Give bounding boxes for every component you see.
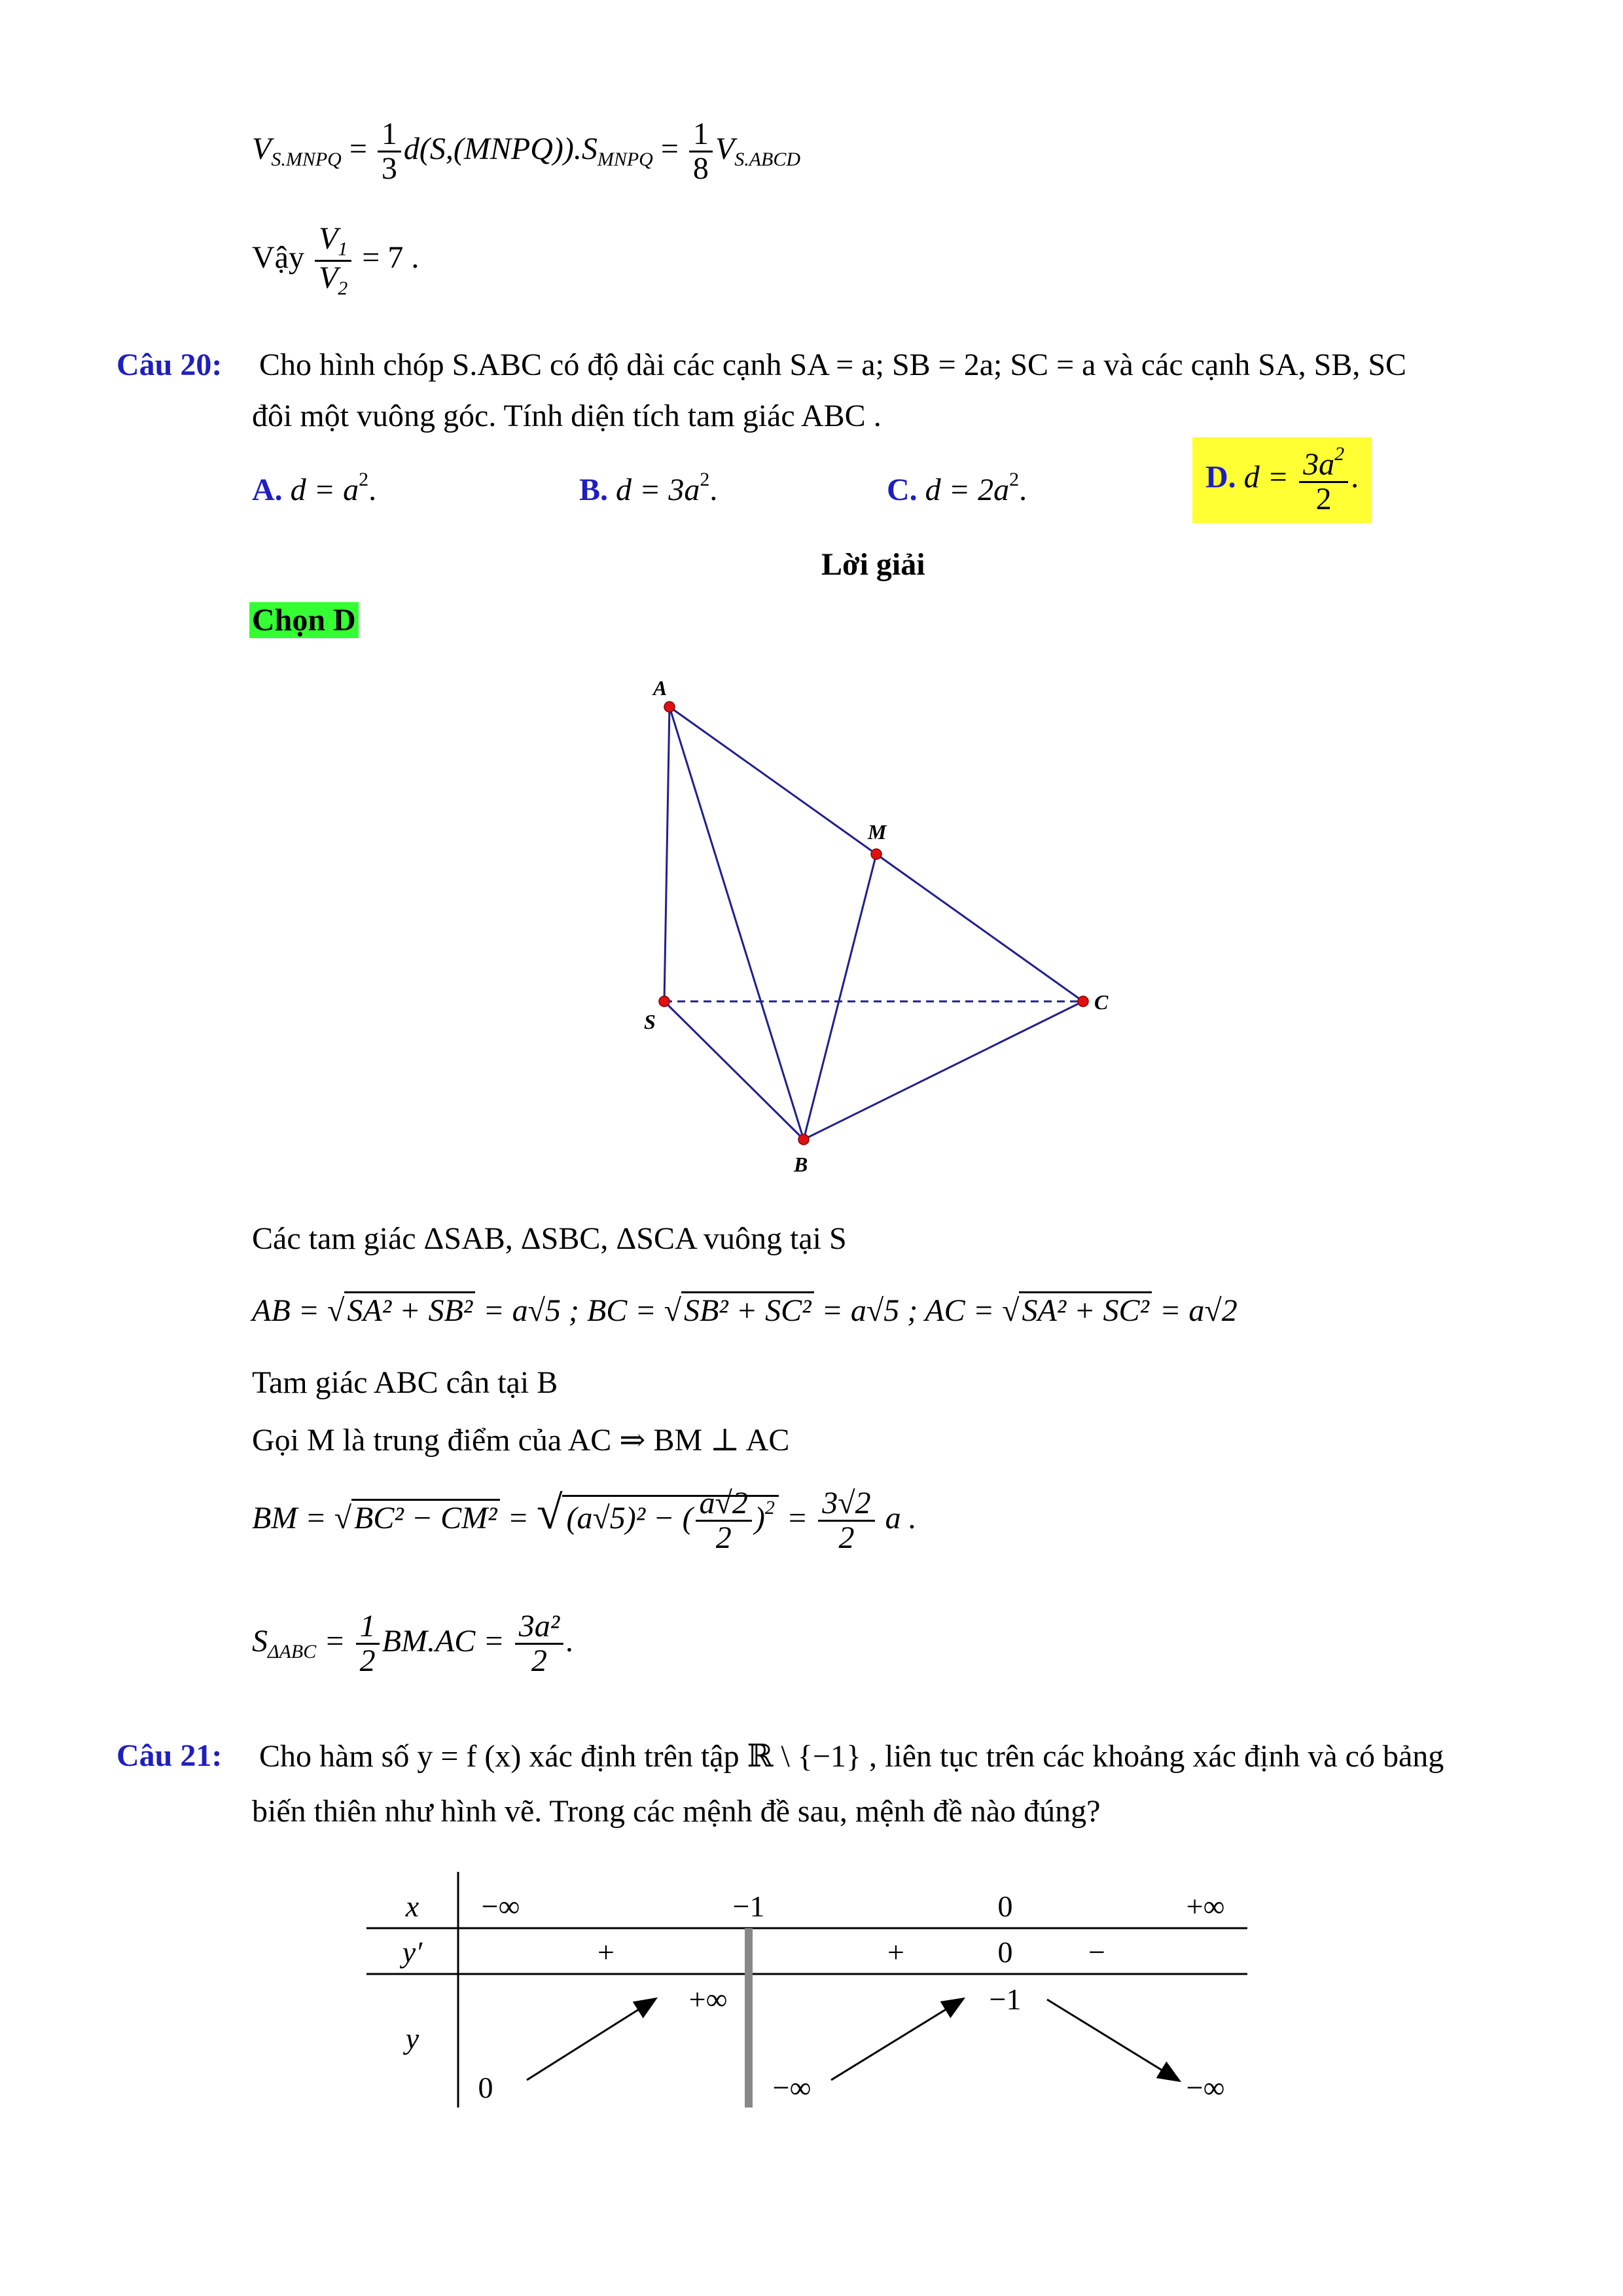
- v-lhs: V: [252, 131, 272, 166]
- fraction-one-third: [378, 118, 401, 186]
- den: 2: [1315, 482, 1332, 517]
- ac-result: = a√2: [1159, 1293, 1238, 1328]
- y-value: 0: [478, 2071, 493, 2104]
- den-v: V: [318, 260, 338, 295]
- mid: BM.AC =: [382, 1623, 505, 1659]
- option-tail: .: [1351, 459, 1359, 495]
- increase-arrow-1: [527, 2000, 654, 2080]
- rad-part-a: (a√5)² −: [566, 1501, 675, 1535]
- step-area: [252, 1610, 574, 1678]
- ab-radicand: SA² + SB²: [344, 1291, 475, 1328]
- question-20-text-line2: đôi một vuông góc. Tính diện tích tam giác ABC .: [252, 399, 882, 433]
- answer-choice: Chọn D: [249, 602, 359, 638]
- num: 3√2: [818, 1487, 874, 1522]
- den: 2: [838, 1520, 855, 1556]
- yprime-sign: +: [887, 1935, 904, 1969]
- v-lhs-sub: S.MNPQ: [271, 148, 342, 170]
- yprime-sign: −: [1088, 1935, 1105, 1969]
- option-letter: A.: [252, 473, 283, 507]
- num-v: V: [318, 221, 338, 256]
- edge-sa: [664, 707, 669, 1001]
- point-b: [798, 1134, 809, 1145]
- edge-bc: [804, 1001, 1083, 1139]
- option-a[interactable]: [252, 469, 376, 508]
- solution-title: Lời giải: [821, 547, 925, 582]
- step-bm-length: BM = √BC² − CM² = √ (a√5)² − ( $\frac{a√2}{2}$ )$^2$ = $\frac{3√2}{2}$ a .: [252, 1486, 917, 1556]
- s-sub: ΔABC: [268, 1640, 317, 1662]
- question-20-text-line1: Cho hình chóp S.ABC có độ dài các cạnh SA = a; SB = 2a; SC = a và các cạnh SA, SB, SC: [259, 348, 1407, 382]
- decrease-arrow: [1047, 2000, 1178, 2080]
- bc-lhs: BC =: [586, 1293, 656, 1328]
- v-rhs-sub: S.ABCD: [734, 148, 801, 170]
- bc-result: = a√5 ;: [821, 1293, 918, 1328]
- edge-ab: [669, 707, 804, 1139]
- ab-lhs: AB =: [252, 1293, 320, 1328]
- den: 8: [692, 151, 709, 187]
- option-expr: d = 3a: [616, 473, 700, 507]
- num: 1: [356, 1610, 380, 1645]
- eq-sign: =: [349, 131, 367, 166]
- option-expr: d =: [1243, 459, 1289, 495]
- x-value: −1: [732, 1890, 765, 1923]
- volume-formula: [252, 118, 800, 186]
- pyramid-figure: [622, 668, 1119, 1191]
- rad-fraction: [696, 1487, 752, 1555]
- eq2: =: [786, 1501, 808, 1535]
- option-tail: .: [709, 473, 718, 507]
- y-value: +∞: [688, 1982, 728, 2016]
- eq: =: [507, 1501, 529, 1535]
- y-value: −∞: [1186, 2071, 1225, 2104]
- num: a√2: [696, 1487, 752, 1522]
- num: 1: [689, 118, 713, 152]
- distance-expr: d(S,(MNPQ)).S: [403, 131, 597, 166]
- ab-result: = a√5 ;: [483, 1293, 579, 1328]
- step-isosceles: Tam giác ABC cân tại B: [252, 1365, 558, 1400]
- den: 2: [531, 1643, 547, 1679]
- step-right-triangles: Các tam giác ΔSAB, ΔSBC, ΔSCA vuông tại S: [252, 1221, 847, 1256]
- mid-sub: MNPQ: [597, 148, 653, 170]
- label-c: C: [1094, 990, 1109, 1014]
- s-lhs: S: [252, 1623, 268, 1659]
- num-sup: 2: [1334, 443, 1345, 465]
- option-sup: 2: [1009, 469, 1020, 490]
- point-c: [1078, 996, 1088, 1007]
- option-expr: d = 2a: [925, 473, 1010, 507]
- point-a: [664, 702, 675, 712]
- variation-table: [366, 1872, 1257, 2134]
- tail: a .: [885, 1501, 917, 1535]
- ac-lhs: AC =: [925, 1293, 995, 1328]
- result-fraction: [818, 1487, 874, 1555]
- label-b: B: [794, 1153, 808, 1176]
- option-c[interactable]: [887, 469, 1027, 508]
- num: [315, 223, 351, 262]
- label-m: M: [868, 820, 887, 844]
- option-sup: 2: [700, 469, 710, 490]
- question-21-text-line1: Cho hàm số y = f (x) xác định trên tập ℝ \ {−1} , liên tục trên các khoảng xác định và có bảng: [259, 1739, 1444, 1774]
- tail: .: [566, 1623, 575, 1659]
- row-label-yprime: y′: [402, 1935, 423, 1969]
- row-label-x: x: [405, 1890, 419, 1923]
- option-sup: 2: [359, 469, 369, 490]
- yprime-zero: 0: [997, 1935, 1013, 1969]
- eq-sign-2: =: [660, 131, 679, 166]
- x-value: 0: [997, 1890, 1013, 1923]
- den: 2: [359, 1643, 376, 1679]
- step-midpoint: Gọi M là trung điểm của AC ⇒ BM ⊥ AC: [252, 1423, 790, 1458]
- x-value: +∞: [1186, 1890, 1225, 1923]
- option-expr: d = a: [290, 473, 359, 507]
- point-m: [871, 849, 882, 859]
- exp: 2: [764, 1497, 775, 1518]
- den: [315, 262, 351, 299]
- bm-lhs: BM =: [252, 1501, 327, 1535]
- num: 1: [378, 118, 401, 152]
- den: 3: [381, 151, 397, 187]
- bm-radicand: BC² − CM²: [351, 1499, 500, 1535]
- option-letter: C.: [887, 473, 918, 507]
- option-letter: B.: [579, 473, 609, 507]
- y-value: −1: [989, 1982, 1022, 2016]
- question-20-label: Câu 20:: [116, 348, 223, 382]
- option-b[interactable]: [579, 469, 717, 508]
- big-radicand: (a√5)² − ( $\frac{a√2}{2}$ )$^2$: [562, 1495, 778, 1539]
- num: 3a²: [515, 1610, 563, 1645]
- point-s: [659, 996, 669, 1007]
- option-d-fraction: [1299, 444, 1348, 516]
- yprime-sign: +: [597, 1935, 615, 1969]
- volume-ratio: [252, 223, 419, 298]
- area-fraction: [515, 1610, 563, 1678]
- option-d-correct[interactable]: [1192, 437, 1372, 523]
- num-text: 3a: [1303, 447, 1335, 482]
- conclusion-label: Vậy: [252, 240, 304, 276]
- step-side-lengths: AB = √SA² + SB² = a√5 ; BC = √SB² + SC² = a√5 ; AC = √SA² + SC² = a√2: [252, 1293, 1238, 1329]
- discontinuity-bar: [745, 1928, 753, 2108]
- ac-radicand: SA² + SC²: [1019, 1291, 1152, 1328]
- question-21-text-line2: biến thiên như hình vẽ. Trong các mệnh đề sau, mệnh đề nào đúng?: [252, 1794, 1101, 1829]
- option-tail: .: [368, 473, 377, 507]
- option-letter: D.: [1205, 459, 1236, 495]
- ratio-value: = 7 .: [362, 240, 419, 276]
- option-tail: .: [1019, 473, 1027, 507]
- num: [1299, 444, 1348, 483]
- den-sub: 2: [338, 277, 348, 299]
- question-21-label: Câu 21:: [116, 1738, 223, 1773]
- half-fraction: [356, 1610, 380, 1678]
- ratio-fraction: [315, 223, 351, 298]
- y-value: −∞: [772, 2071, 812, 2104]
- label-a: A: [653, 676, 668, 700]
- num-sub: 1: [338, 238, 348, 260]
- x-value: −∞: [481, 1890, 520, 1923]
- segment-bm: [804, 854, 876, 1139]
- label-s: S: [644, 1010, 656, 1033]
- fraction-one-eighth: [689, 118, 713, 186]
- bc-radicand: SB² + SC²: [681, 1291, 814, 1328]
- row-label-y: y: [405, 2022, 419, 2055]
- increase-arrow-2: [831, 2000, 962, 2080]
- big-root: √: [536, 1486, 563, 1539]
- eq: =: [324, 1623, 346, 1659]
- den: 2: [715, 1520, 732, 1556]
- v-rhs: V: [715, 131, 735, 166]
